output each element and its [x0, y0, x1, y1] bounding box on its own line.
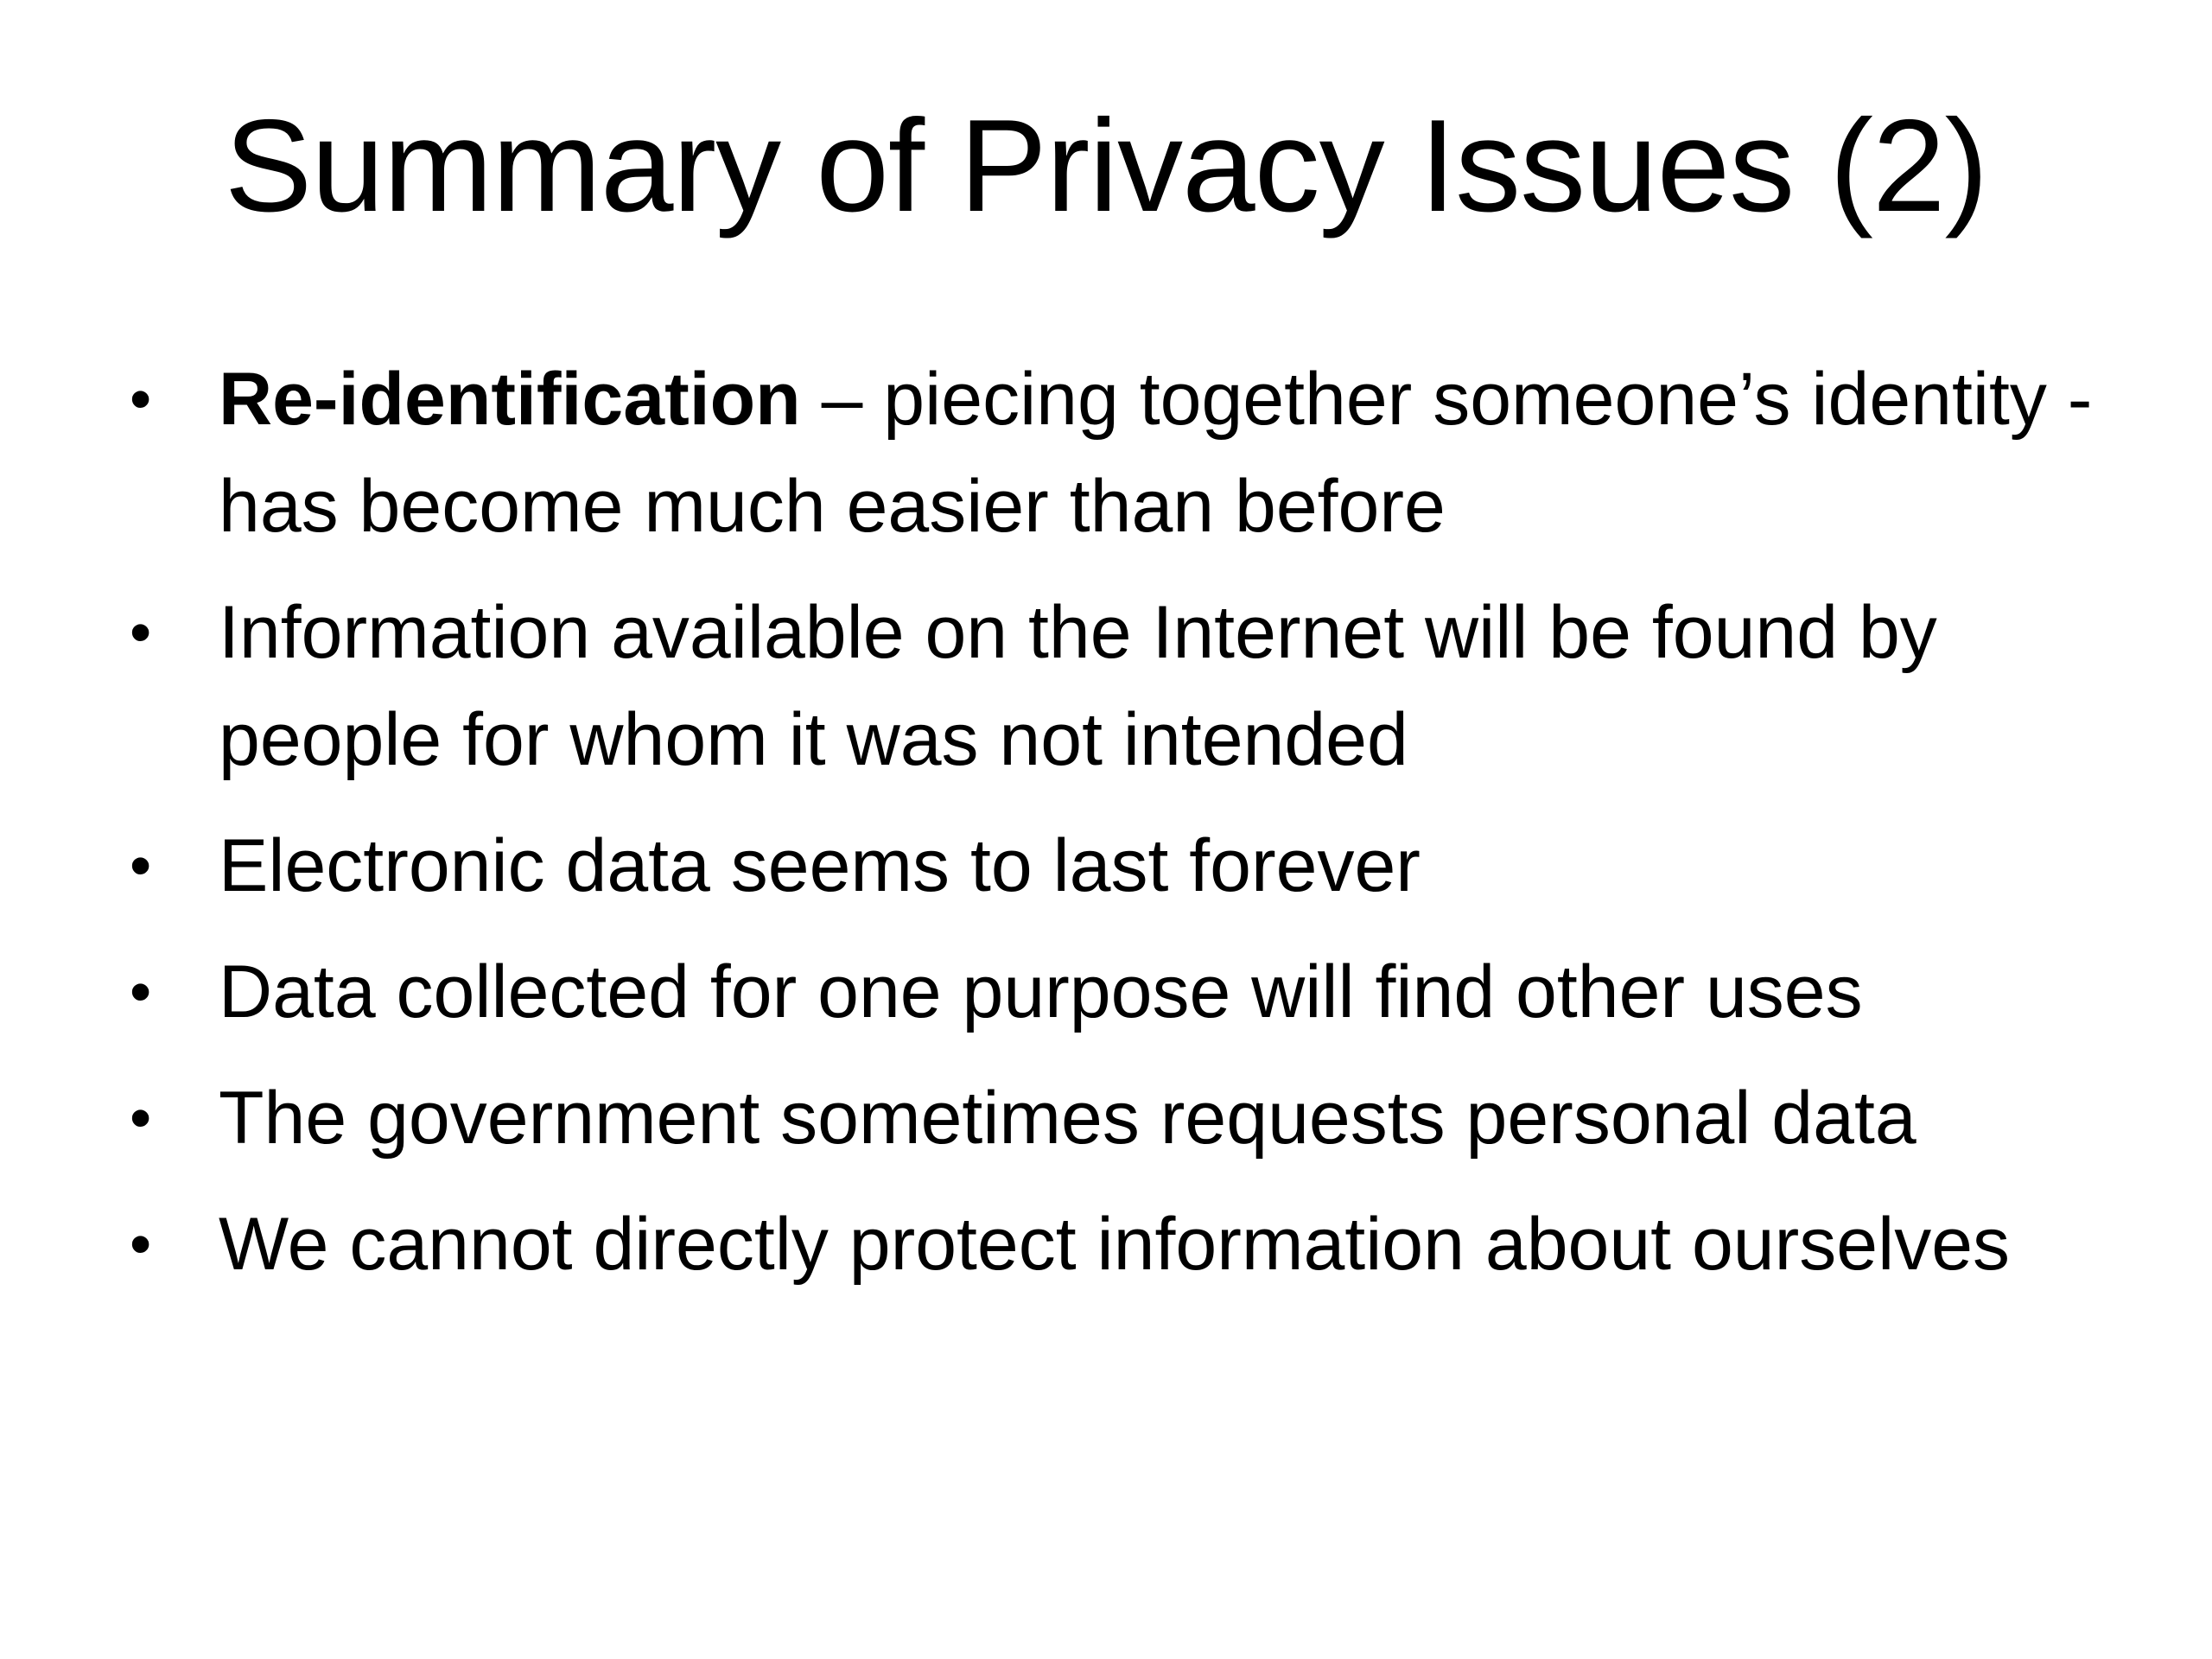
bullet-item — [130, 1191, 2117, 1298]
bullet-text: Information available on the Internet will be found by people for whom it was not intended — [219, 591, 1937, 781]
bullet-icon: • — [130, 957, 152, 1027]
bullet-text: – piecing together someone’s identity - has become much easier than before — [219, 358, 2093, 548]
bullet-icon: • — [130, 598, 152, 667]
bullet-term: Re-identification — [219, 358, 801, 441]
bullet-icon: • — [130, 365, 152, 434]
bullet-list — [130, 346, 2117, 1317]
bullet-item — [130, 938, 2117, 1046]
bullet-icon: • — [130, 1210, 152, 1279]
bullet-text: We cannot directly protect information about ourselves — [219, 1203, 2011, 1286]
slide-title: Summary of Privacy Issues (2) — [224, 92, 1988, 239]
bullet-item — [130, 346, 2117, 560]
bullet-item — [130, 579, 2117, 793]
bullet-text: The government sometimes requests personal data — [219, 1077, 1916, 1160]
bullet-icon: • — [130, 1084, 152, 1153]
bullet-text: Data collected for one purpose will find other uses — [219, 950, 1863, 1033]
bullet-icon: • — [130, 831, 152, 900]
bullet-text: Electronic data seems to last forever — [219, 824, 1421, 907]
bullet-item — [130, 812, 2117, 919]
bullet-item — [130, 1065, 2117, 1172]
